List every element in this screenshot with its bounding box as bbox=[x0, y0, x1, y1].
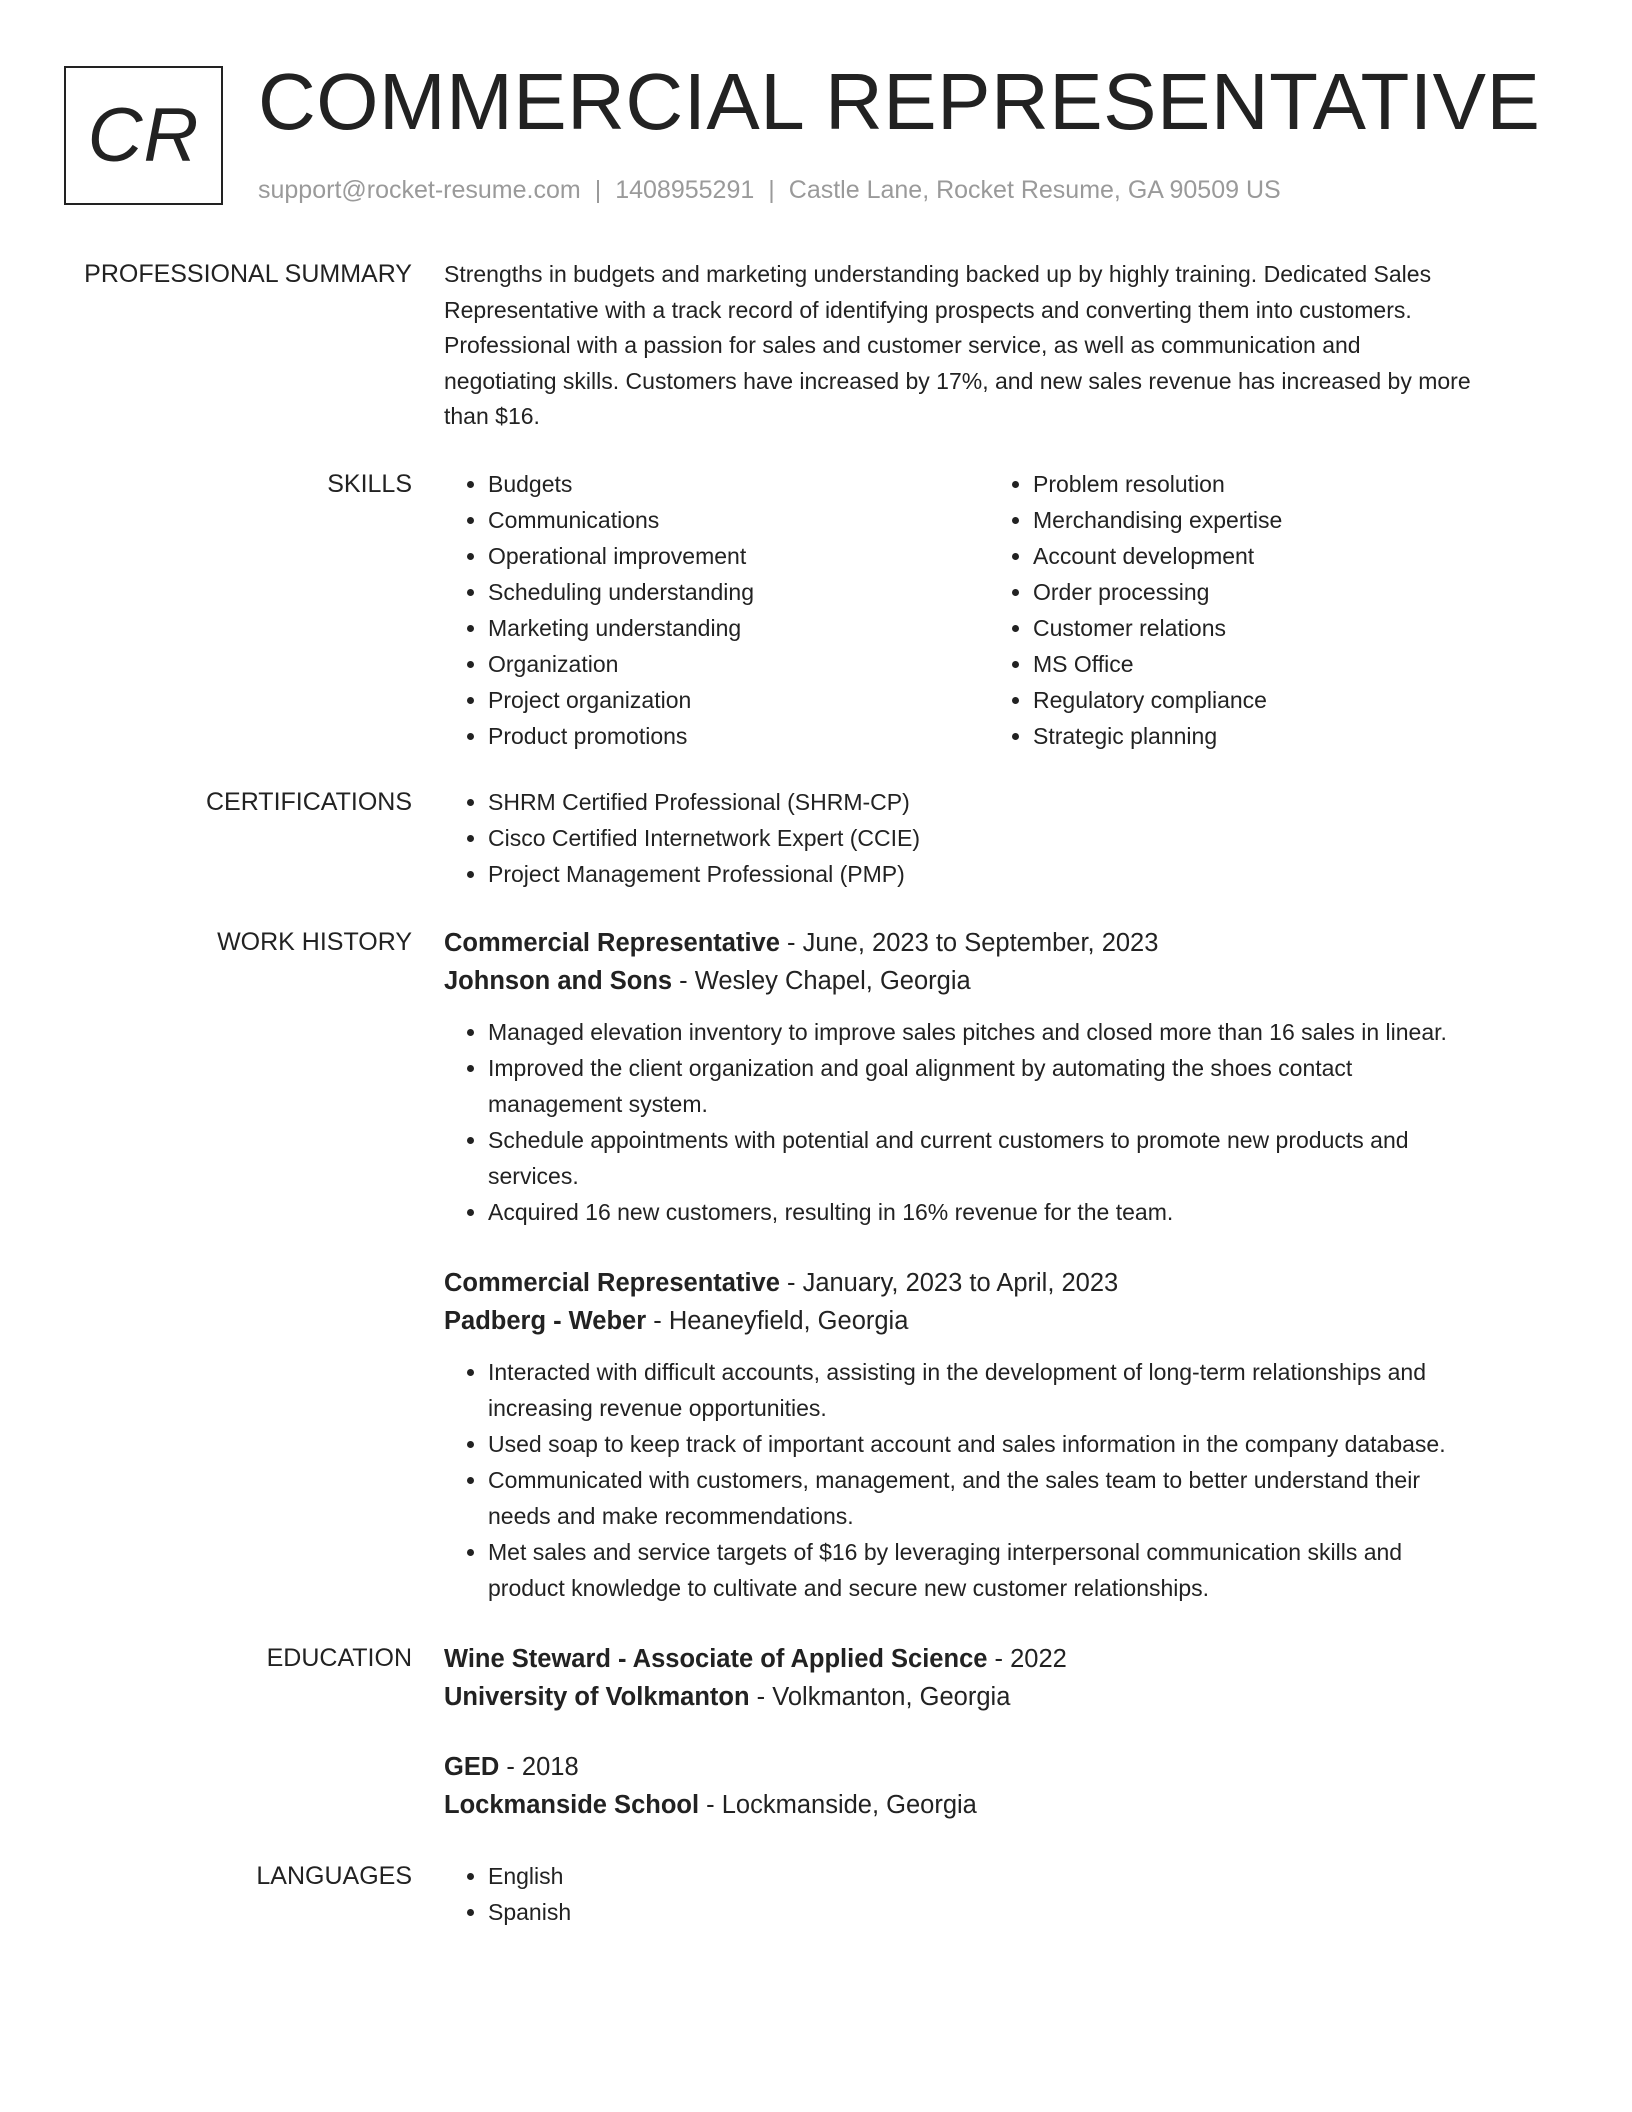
section-label-summary: PROFESSIONAL SUMMARY bbox=[84, 260, 412, 288]
skills-column-left bbox=[444, 466, 964, 754]
skill-item: • Account development bbox=[1033, 538, 1509, 574]
job-title-line bbox=[444, 1264, 1536, 1302]
summary-text bbox=[444, 257, 1536, 435]
job-bullet: • Interacted with difficult accounts, assisting in the development of long-term relationships and increasing revenue opportunities. bbox=[488, 1354, 1536, 1426]
degree-year: - 2022 bbox=[987, 1645, 1067, 1673]
skill-item: • Operational improvement bbox=[488, 538, 964, 574]
contact-separator: | bbox=[594, 176, 602, 204]
skill-item: • Strategic planning bbox=[1033, 718, 1509, 754]
skill-item: • Product promotions bbox=[488, 718, 964, 754]
section-label-work-history: WORK HISTORY bbox=[217, 928, 412, 956]
job-title: Commercial Representative bbox=[444, 929, 780, 957]
certification-item: • SHRM Certified Professional (SHRM-CP) bbox=[488, 784, 1536, 820]
skill-item: • Problem resolution bbox=[1033, 466, 1509, 502]
job-company: Padberg - Weber bbox=[444, 1307, 647, 1335]
education-entry bbox=[444, 1640, 1536, 1716]
contact-line bbox=[258, 173, 1281, 207]
degree: GED bbox=[444, 1753, 500, 1781]
skill-item: • Budgets bbox=[488, 466, 964, 502]
certification-item: • Project Management Professional (PMP) bbox=[488, 856, 1536, 892]
job-bullet: • Schedule appointments with potential and current customers to promote new products and services. bbox=[488, 1122, 1536, 1194]
degree-line bbox=[444, 1748, 1536, 1786]
contact-email: support@rocket-resume.com bbox=[258, 176, 581, 204]
monogram-badge bbox=[64, 66, 223, 205]
skills-body bbox=[444, 466, 1536, 766]
job-bullet: • Communicated with customers, management, and the sales team to better understand their needs and make recommendations. bbox=[488, 1462, 1536, 1534]
section-label-languages: LANGUAGES bbox=[256, 1862, 412, 1890]
job-location: - Wesley Chapel, Georgia bbox=[672, 967, 971, 995]
job-bullet: • Met sales and service targets of $16 by leveraging interpersonal communication skills and product knowledge to cultivate and secure new customer relationships. bbox=[488, 1534, 1536, 1606]
degree-line bbox=[444, 1640, 1536, 1678]
contact-separator: | bbox=[768, 176, 775, 204]
school: Lockmanside School bbox=[444, 1791, 700, 1819]
education-entry bbox=[444, 1748, 1536, 1824]
skill-item: • Marketing understanding bbox=[488, 610, 964, 646]
degree: Wine Steward - Associate of Applied Science bbox=[444, 1645, 988, 1673]
school: University of Volkmanton bbox=[444, 1683, 750, 1711]
summary-line: Strengths in budgets and marketing understanding backed up by highly training. Dedicated Sales Representative with a track record of identifying prospects and converting them into customers. Professional with a passion for sales and customer service, as well as communication and negotiating skills. Customers have increased by 17%, and new sales revenue has increased by more than $16. bbox=[444, 261, 1471, 430]
contact-phone: 1408955291 bbox=[615, 176, 755, 204]
certification-item: • Cisco Certified Internetwork Expert (CCIE) bbox=[488, 820, 1536, 856]
school-location: - Volkmanton, Georgia bbox=[749, 1683, 1011, 1711]
skill-item: • Regulatory compliance bbox=[1033, 682, 1509, 718]
skill-item: • Merchandising expertise bbox=[1033, 502, 1509, 538]
language-item: • English bbox=[488, 1858, 1536, 1894]
job-company-line bbox=[444, 962, 1536, 1000]
job-entry bbox=[444, 1264, 1536, 1606]
job-title-line bbox=[444, 924, 1536, 962]
degree-year: - 2018 bbox=[499, 1753, 579, 1781]
section-label-education: EDUCATION bbox=[266, 1644, 412, 1672]
section-label-skills: SKILLS bbox=[327, 470, 412, 498]
certifications-body bbox=[444, 784, 1536, 892]
job-entry bbox=[444, 924, 1536, 1230]
skill-item: • Order processing bbox=[1033, 574, 1509, 610]
skill-item: • MS Office bbox=[1033, 646, 1509, 682]
job-title: Commercial Representative bbox=[444, 1269, 780, 1297]
job-bullet: • Acquired 16 new customers, resulting in 16% revenue for the team. bbox=[488, 1194, 1536, 1230]
job-bullet: • Managed elevation inventory to improve sales pitches and closed more than 16 sales in linear. bbox=[488, 1014, 1536, 1050]
skill-item: • Project organization bbox=[488, 682, 964, 718]
job-dates: - June, 2023 to September, 2023 bbox=[779, 929, 1159, 957]
job-bullet: • Improved the client organization and goal alignment by automating the shoes contact management system. bbox=[488, 1050, 1536, 1122]
school-line bbox=[444, 1786, 1536, 1824]
school-location: - Lockmanside, Georgia bbox=[699, 1791, 977, 1819]
job-location: - Heaneyfield, Georgia bbox=[646, 1307, 909, 1335]
job-company-line bbox=[444, 1302, 1536, 1340]
contact-address: Castle Lane, Rocket Resume, GA 90509 US bbox=[788, 176, 1281, 204]
section-label-certifications: CERTIFICATIONS bbox=[205, 788, 412, 816]
skill-item: • Scheduling understanding bbox=[488, 574, 964, 610]
skills-column-right bbox=[989, 466, 1509, 754]
school-line bbox=[444, 1678, 1536, 1716]
skill-item: • Customer relations bbox=[1033, 610, 1509, 646]
languages-body bbox=[444, 1858, 1536, 1930]
monogram-text: CR bbox=[87, 93, 200, 178]
language-item: • Spanish bbox=[488, 1894, 1536, 1930]
resume-title: COMMERCIAL REPRESENTATIVE bbox=[258, 57, 1541, 146]
skill-item: • Communications bbox=[488, 502, 964, 538]
skill-item: • Organization bbox=[488, 646, 964, 682]
job-company: Johnson and Sons bbox=[444, 967, 673, 995]
job-bullet: • Used soap to keep track of important account and sales information in the company database. bbox=[488, 1426, 1536, 1462]
job-dates: - January, 2023 to April, 2023 bbox=[779, 1269, 1119, 1297]
